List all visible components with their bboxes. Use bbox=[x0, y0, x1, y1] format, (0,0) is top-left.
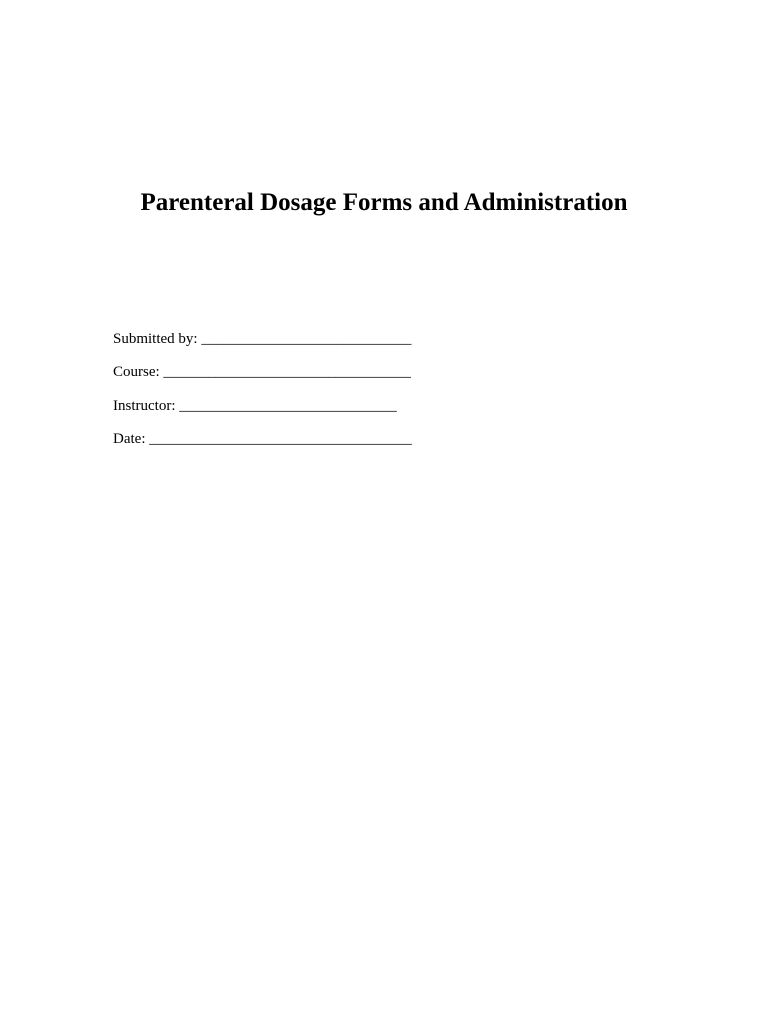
submitted-by-field bbox=[113, 329, 412, 349]
course-blank: _________________________________ bbox=[163, 364, 411, 381]
date-field bbox=[113, 429, 412, 449]
course-label: Course: bbox=[113, 364, 160, 381]
date-blank: ___________________________________ bbox=[149, 430, 412, 447]
instructor-field bbox=[113, 396, 412, 416]
instructor-blank: _____________________________ bbox=[179, 397, 397, 414]
document-title: Parenteral Dosage Forms and Administration bbox=[140, 189, 628, 216]
submitted-by-blank: ____________________________ bbox=[201, 331, 412, 347]
cover-fields bbox=[113, 329, 412, 462]
instructor-label: Instructor: bbox=[113, 397, 176, 414]
date-label: Date: bbox=[113, 430, 146, 447]
course-field bbox=[113, 362, 412, 382]
submitted-by-label: Submitted by: bbox=[113, 331, 198, 347]
